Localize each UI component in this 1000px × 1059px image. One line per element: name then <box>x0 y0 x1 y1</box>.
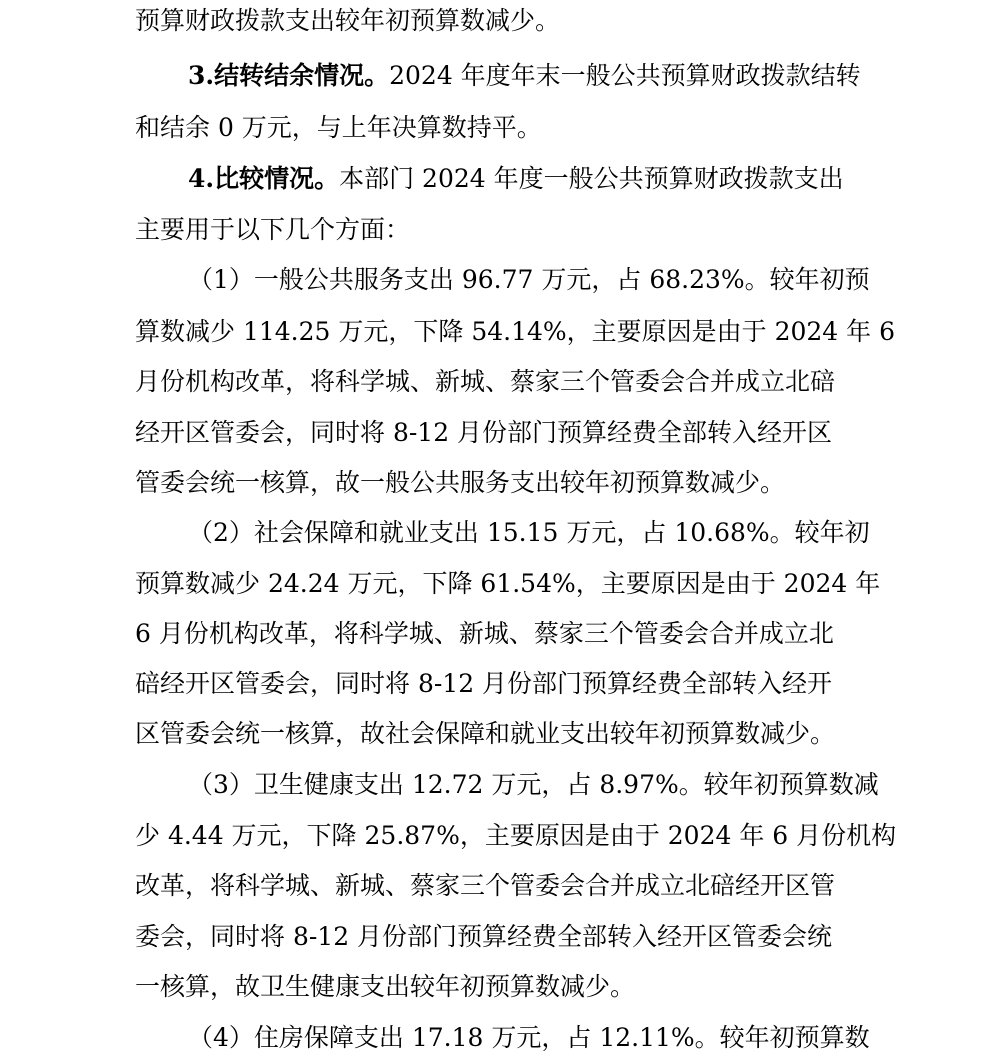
line-text: 区管委会统一核算，故社会保障和就业支出较年初预算数减少。 <box>135 719 836 748</box>
paragraph-line <box>0 970 1000 1004</box>
paragraph-line <box>0 59 1000 93</box>
line-text: 月份机构改革，将科学城、新城、蔡家三个管委会合并成立北碚 <box>135 367 836 396</box>
paragraph-line <box>0 263 1000 297</box>
paragraph-line <box>0 869 1000 903</box>
paragraph-line <box>0 213 1000 247</box>
line-text: 6 月份机构改革，将科学城、新城、蔡家三个管委会合并成立北 <box>135 619 834 648</box>
line-text: 预算数减少 24.24 万元，下降 61.54%，主要原因是由于 2024 年 <box>135 569 881 598</box>
paragraph-line <box>0 717 1000 751</box>
line-text: 算数减少 114.25 万元，下降 54.14%，主要原因是由于 2024 年 6 <box>135 317 896 346</box>
line-text: 改革，将科学城、新城、蔡家三个管委会合并成立北碚经开区管 <box>135 871 836 900</box>
line-text: 2024 年度年末一般公共预算财政拨款结转 <box>389 61 861 90</box>
paragraph-line <box>0 162 1000 196</box>
section-heading: 4.比较情况。 <box>188 164 340 193</box>
paragraph-line <box>0 768 1000 802</box>
paragraph-line <box>0 315 1000 349</box>
line-text: （1）一般公共服务支出 96.77 万元，占 68.23%。较年初预 <box>188 265 870 294</box>
line-text: 一核算，故卫生健康支出较年初预算数减少。 <box>135 972 636 1001</box>
paragraph-line <box>0 4 1000 38</box>
paragraph-line <box>0 617 1000 651</box>
paragraph-line <box>0 111 1000 145</box>
line-text: 管委会统一核算，故一般公共服务支出较年初预算数减少。 <box>135 468 786 497</box>
line-text: 经开区管委会，同时将 8-12 月份部门预算经费全部转入经开区 <box>135 418 833 447</box>
line-text: （3）卫生健康支出 12.72 万元，占 8.97%。较年初预算数减 <box>188 770 879 799</box>
paragraph-line <box>0 667 1000 701</box>
line-text: 委会，同时将 8-12 月份部门预算经费全部转入经开区管委会统 <box>135 922 833 951</box>
line-text: （4）住房保障支出 17.18 万元，占 12.11%。较年初预算数 <box>188 1023 870 1052</box>
line-text: 碚经开区管委会，同时将 8-12 月份部门预算经费全部转入经开 <box>135 669 833 698</box>
paragraph-line <box>0 567 1000 601</box>
paragraph-line <box>0 365 1000 399</box>
paragraph-line <box>0 516 1000 550</box>
line-text: 本部门 2024 年度一般公共预算财政拨款支出 <box>339 164 844 193</box>
line-text: （2）社会保障和就业支出 15.15 万元，占 10.68%。较年初 <box>188 518 870 547</box>
paragraph-line <box>0 920 1000 954</box>
line-text: 主要用于以下几个方面： <box>135 215 411 244</box>
paragraph-line <box>0 819 1000 853</box>
line-text: 和结余 0 万元，与上年决算数持平。 <box>135 113 542 142</box>
line-text: 预算财政拨款支出较年初预算数减少。 <box>135 6 561 35</box>
line-text: 少 4.44 万元，下降 25.87%，主要原因是由于 2024 年 6 月份机构 <box>135 821 897 850</box>
paragraph-line <box>0 416 1000 450</box>
section-heading: 3.结转结余情况。 <box>188 61 390 90</box>
paragraph-line <box>0 1021 1000 1055</box>
paragraph-line <box>0 466 1000 500</box>
